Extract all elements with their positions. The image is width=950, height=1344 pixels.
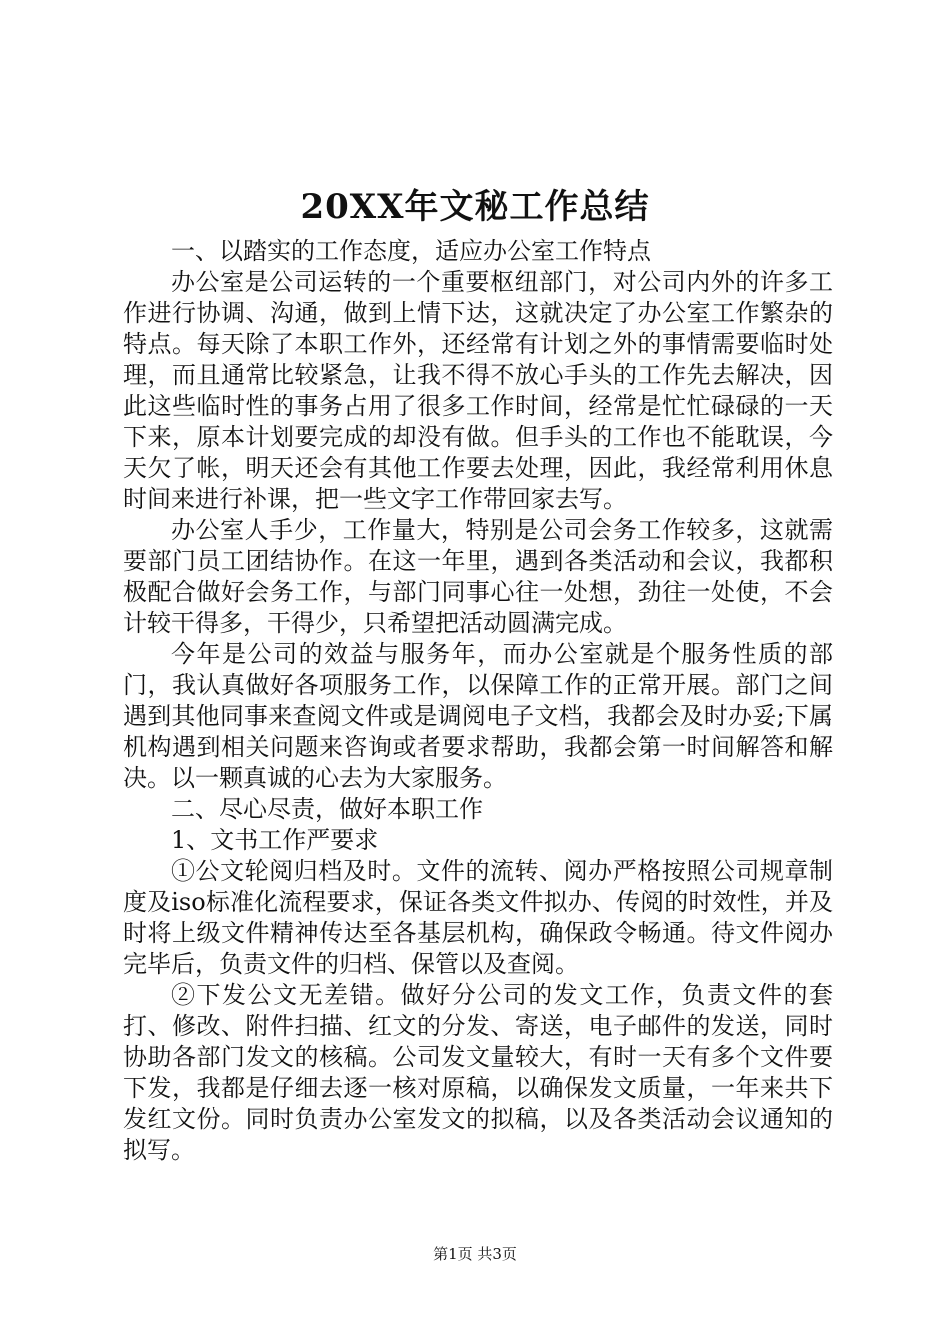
body-paragraph: 办公室人手少，工作量大，特别是公司会务工作较多，这就需要部门员工团结协作。在这一年里，遇到各类活动和会议，我都积极配合做好会务工作，与部门同事心往一处想，劲往一处使，不会计较干得多，干得少，只希望把活动圆满完成。 xyxy=(123,516,833,637)
body-paragraph: ①公文轮阅归档及时。文件的流转、阅办严格按照公司规章制度及iso标准化流程要求，保证各类文件拟办、传阅的时效性，并及时将上级文件精神传达至各基层机构，确保政令畅通。待文件阅办完毕后，负责文件的归档、保管以及查阅。 xyxy=(123,857,833,978)
document-body xyxy=(123,236,833,1166)
section-heading: 一、以踏实的工作态度，适应办公室工作特点 xyxy=(171,237,651,265)
document-title: 20XX年文秘工作总结 xyxy=(300,187,650,227)
subsection-heading: 1、文书工作严要求 xyxy=(171,826,379,854)
body-paragraph: 今年是公司的效益与服务年，而办公室就是个服务性质的部门，我认真做好各项服务工作，以保障工作的正常开展。部门之间遇到其他同事来查阅文件或是调阅电子文档，我都会及时办妥;下属机构遇到相关问题来咨询或者要求帮助，我都会第一时间解答和解决。以一颗真诚的心去为大家服务。 xyxy=(123,640,833,792)
section-heading: 二、尽心尽责，做好本职工作 xyxy=(171,795,483,823)
body-paragraph: 办公室是公司运转的一个重要枢纽部门，对公司内外的许多工作进行协调、沟通，做到上情下达，这就决定了办公室工作繁杂的特点。每天除了本职工作外，还经常有计划之外的事情需要临时处理，而且通常比较紧急，让我不得不放心手头的工作先去解决，因此这些临时性的事务占用了很多工作时间，经常是忙忙碌碌的一天下来，原本计划要完成的却没有做。但手头的工作也不能耽误，今天欠了帐，明天还会有其他工作要去处理，因此，我经常利用休息时间来进行补课，把一些文字工作带回家去写。 xyxy=(123,268,833,513)
body-paragraph: ②下发公文无差错。做好分公司的发文工作，负责文件的套打、修改、附件扫描、红文的分发、寄送，电子邮件的发送，同时协助各部门发文的核稿。公司发文量较大，有时一天有多个文件要下发，我都是仔细去逐一核对原稿，以确保发文质量，一年来共下发红文份。同时负责办公室发文的拟稿，以及各类活动会议通知的拟写。 xyxy=(123,981,833,1164)
page-footer: 第1页 共3页 xyxy=(433,1245,517,1263)
